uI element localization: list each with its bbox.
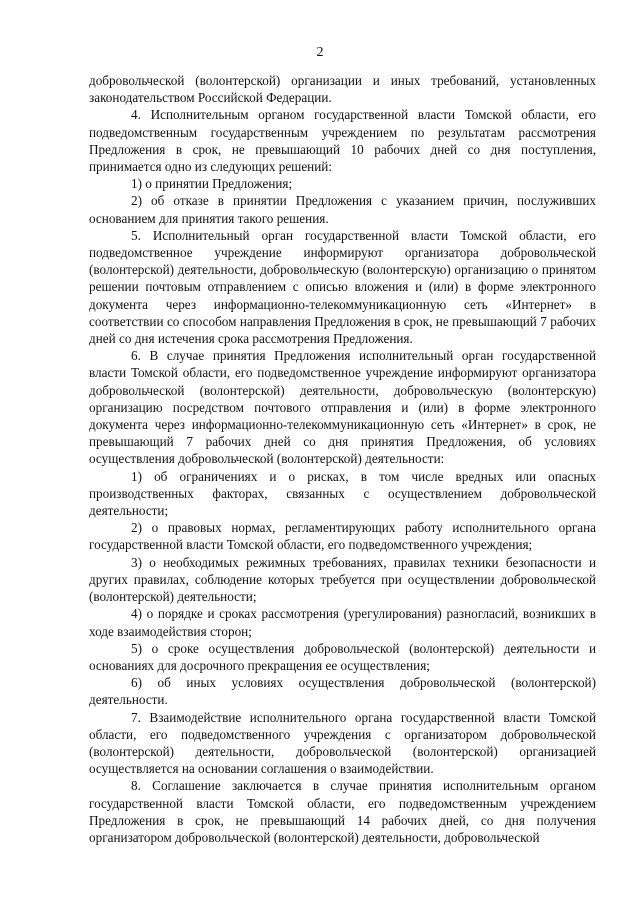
- paragraph: 4) о порядке и сроках рассмотрения (урегулирования) разногласий, возникших в ходе взаимодействия сторон;: [89, 606, 596, 639]
- paragraph: добровольческой (волонтерской) организации и иных требований, установленных законодательством Российской Федерации.: [89, 73, 596, 106]
- page-number: 2: [316, 45, 324, 60]
- paragraph: 5) о сроке осуществления добровольческой (волонтерской) деятельности и основаниях для досрочного прекращения ее осуществления;: [89, 640, 596, 673]
- paragraph: 3) о необходимых режимных требованиях, правилах техники безопасности и других правилах, соблюдение которых требуется при осуществлении добровольческой (волонтерской) деятельности;: [89, 554, 596, 605]
- paragraph: 5. Исполнительный орган государственной власти Томской области, его подведомственное учреждение информируют организатора добровольческой (волонтерской) деятельности, добровольческую (волонтерскую) организацию о принятом решении почтовым отправлением с описью вложения и (или) в форме электронного документа через информационно-телекоммуникационную сеть «Интернет» в соответствии со способом направления Предложения в срок, не превышающий 7 рабочих дней со дня истечения срока рассмотрения Предложения.: [89, 227, 596, 347]
- paragraph: 1) о принятии Предложения;: [131, 176, 293, 192]
- paragraph: 8. Соглашение заключается в случае принятия исполнительным органом государственной власти Томской области, его подведомственным учреждением Предложения в срок, не превышающий 14 рабочих дней, со дня получения организатором добровольческой (волонтерской) деятельности, добровольческой: [89, 778, 596, 845]
- paragraph: 7. Взаимодействие исполнительного органа государственной власти Томской области, его подведомственного учреждения с организатором добровольческой (волонтерской) деятельности, добровольческой (волонтерской) организацией осуществляется на основании соглашения о взаимодействии.: [89, 709, 596, 777]
- paragraph: 2) об отказе в принятии Предложения с указанием причин, послуживших основанием для принятия такого решения.: [89, 193, 596, 226]
- document-body: [89, 72, 596, 846]
- paragraph: 2) о правовых нормах, регламентирующих работу исполнительного органа государственной власти Томской области, его подведомственного учреждения;: [89, 520, 596, 553]
- paragraph: 1) об ограничениях и о рисках, в том числе вредных или опасных производственных факторах, связанных с осуществлением добровольческой деятельности;: [89, 468, 596, 519]
- paragraph: 6. В случае принятия Предложения исполнительный орган государственной власти Томской области, его подведомственное учреждение информируют организатора добровольческой (волонтерской) деятельности, добровольческую (волонтерскую) организацию посредством почтового отправления и (или) в форме электронного документа через информационно-телекоммуникационную сеть «Интернет» в срок, не превышающий 7 рабочих дней со дня принятия Предложения, об условиях осуществления добровольческой (волонтерской) деятельности:: [89, 348, 596, 467]
- paragraph: 6) об иных условиях осуществления добровольческой (волонтерской) деятельности.: [89, 675, 596, 708]
- paragraph: 4. Исполнительным органом государственной власти Томской области, его подведомственным государственным учреждением по результатам рассмотрения Предложения в срок, не превышающий 10 рабочих дней со дня поступления, принимается одно из следующих решений:: [89, 107, 596, 175]
